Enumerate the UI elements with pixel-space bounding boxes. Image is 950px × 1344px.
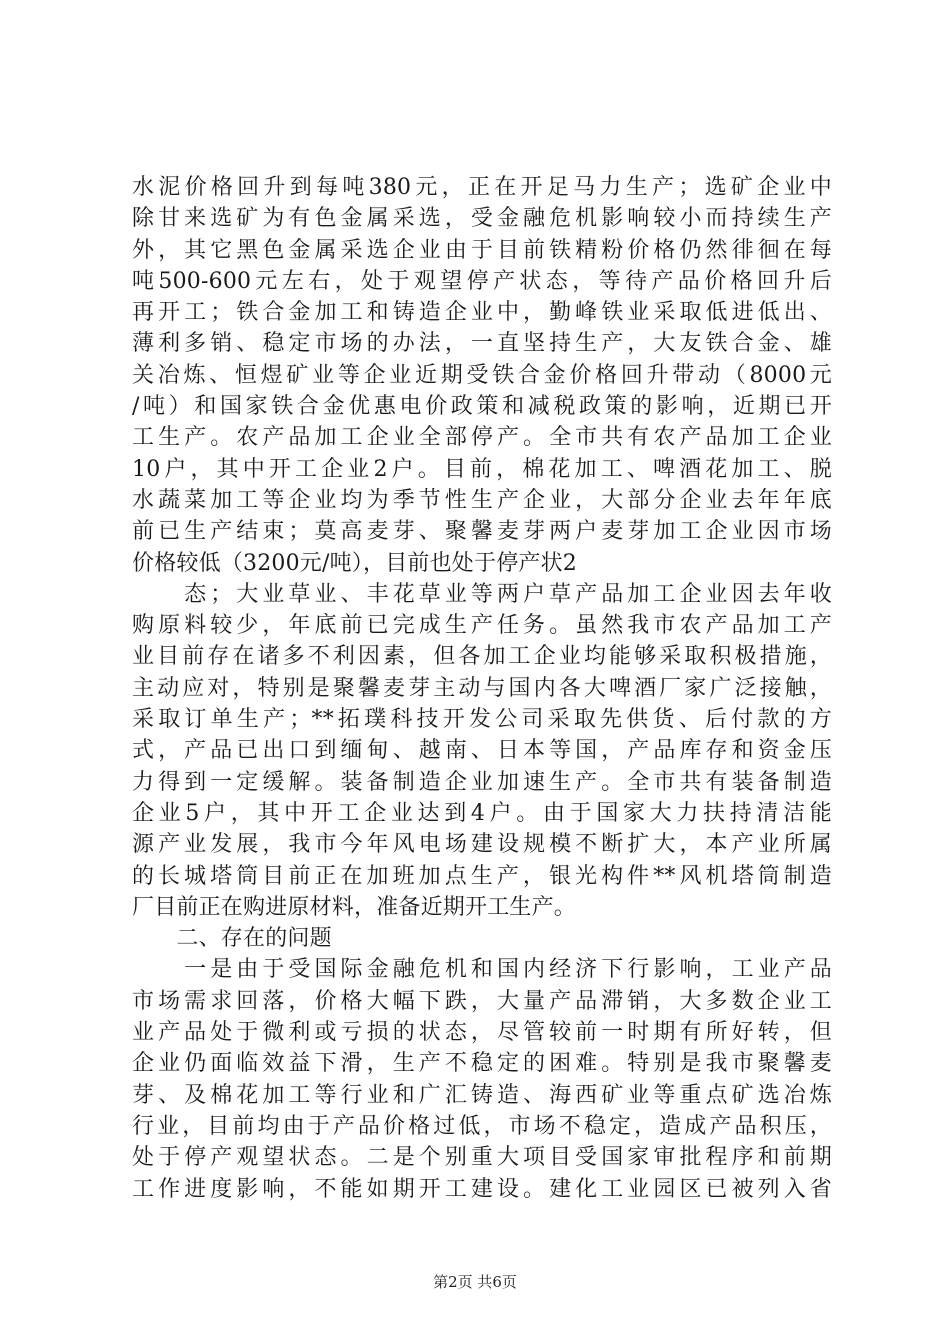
text-line: 购原料较少，年底前已完成生产任务。虽然我市农产品加工产 <box>132 613 832 639</box>
text-line: 再开工；铁合金加工和铸造企业中，勤峰铁业采取低进低出、 <box>132 300 832 326</box>
text-line: 价格较低（3200元/吨），目前也处于停产状2 <box>132 550 577 576</box>
text-line: 态；大业草业、丰花草业等两户草产品加工企业因去年收 <box>132 581 832 607</box>
text-line: 市场需求回落，价格大幅下跌，大量产品滞销，大多数企业工 <box>132 988 832 1014</box>
text-line: 企业仍面临效益下滑，生产不稳定的困难。特别是我市聚馨麦 <box>132 1051 832 1077</box>
text-line: 业产品处于微利或亏损的状态，尽管较前一时期有所好转，但 <box>132 1020 832 1046</box>
text-line: 源产业发展，我市今年风电场建设规模不断扩大，本产业所属 <box>132 832 832 858</box>
text-line: 芽、及棉花加工等行业和广汇铸造、海西矿业等重点矿选冶炼 <box>132 1082 832 1108</box>
text-line: 主动应对，特别是聚馨麦芽主动与国内各大啤酒厂家广泛接触， <box>132 675 832 701</box>
text-line: 采取订单生产；**拓璞科技开发公司采取先供货、后付款的方 <box>132 707 832 733</box>
text-line: 前已生产结束；莫高麦芽、聚馨麦芽两户麦芽加工企业因市场 <box>132 519 832 545</box>
page-number-footer: 第2页 共6页 <box>433 1273 517 1291</box>
text-line: 水蔬菜加工等企业均为季节性生产企业，大部分企业去年年底 <box>132 487 832 513</box>
text-line: 关冶炼、恒煜矿业等企业近期受铁合金价格回升带动（8000元 <box>132 362 832 388</box>
text-line: 水泥价格回升到每吨380元，正在开足马力生产；选矿企业中 <box>132 175 832 200</box>
text-line: 厂目前正在购进原材料，准备近期开工生产。 <box>132 894 577 920</box>
text-line: 力得到一定缓解。装备制造企业加速生产。全市共有装备制造 <box>132 769 832 795</box>
text-line: 吨500-600元左右，处于观望停产状态，等待产品价格回升后 <box>132 268 832 294</box>
text-line: 工生产。农产品加工企业全部停产。全市共有农产品加工企业 <box>132 425 832 451</box>
section-heading: 二、存在的问题 <box>132 926 332 952</box>
text-line: /吨）和国家铁合金优惠电价政策和减税政策的影响，近期已开 <box>132 394 832 420</box>
text-line: 除甘来选矿为有色金属采选，受金融危机影响较小而持续生产 <box>132 206 832 232</box>
text-line: 工作进度影响，不能如期开工建设。建化工业园区已被列入省 <box>132 1176 832 1202</box>
text-line: 薄利多销、稳定市场的办法，一直坚持生产，大友铁合金、雄 <box>132 331 832 357</box>
text-line: 一是由于受国际金融危机和国内经济下行影响，工业产品 <box>132 957 832 983</box>
text-line: 处于停产观望状态。二是个别重大项目受国家审批程序和前期 <box>132 1145 832 1171</box>
body-text <box>132 172 832 1205</box>
text-line: 业目前存在诸多不利因素，但各加工企业均能够采取积极措施， <box>132 644 832 670</box>
text-line: 企业5户，其中开工企业达到4户。由于国家大力扶持清洁能 <box>132 800 832 826</box>
text-line: 的长城塔筒目前正在加班加点生产，银光构件**风机塔筒制造 <box>132 863 832 889</box>
text-line: 行业，目前均由于产品价格过低，市场不稳定，造成产品积压， <box>132 1113 832 1139</box>
text-line: 式，产品已出口到缅甸、越南、日本等国，产品库存和资金压 <box>132 738 832 764</box>
text-line: 外，其它黑色金属采选企业由于目前铁精粉价格仍然徘徊在每 <box>132 237 832 263</box>
text-line: 10户，其中开工企业2户。目前，棉花加工、啤酒花加工、脱 <box>132 456 832 482</box>
